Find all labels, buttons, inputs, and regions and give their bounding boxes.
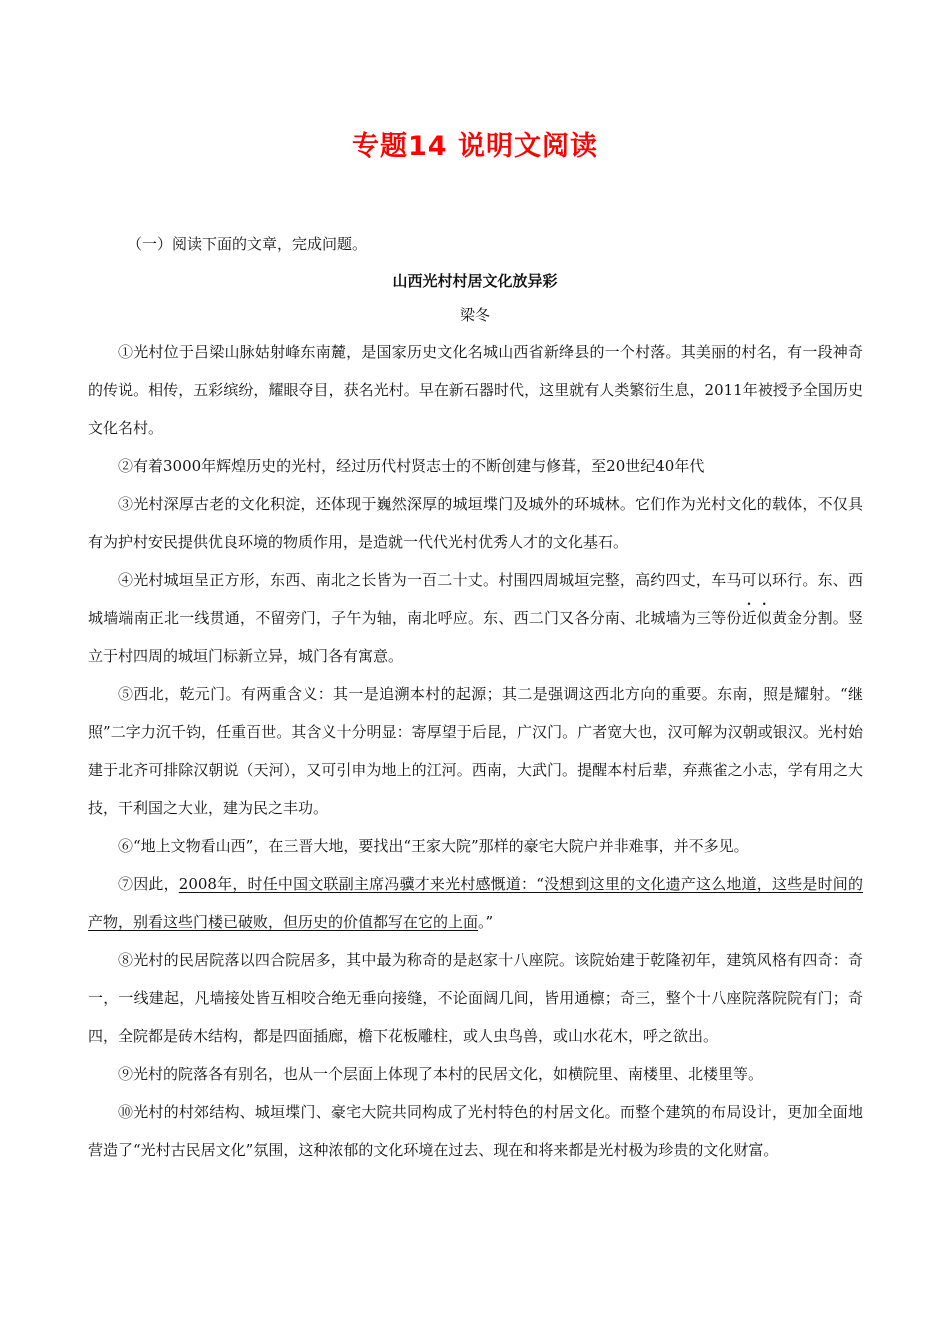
paragraph-4-text-after: 黄金分割。竖立于村四周的城垣门标新立异，城门各有寓意。 bbox=[88, 609, 863, 665]
paragraph-4 bbox=[88, 561, 863, 675]
page-title: 专题14 说明文阅读 bbox=[352, 131, 598, 162]
paragraph-6: ⑥“地上文物看山西”，在三晋大地，要找出“王家大院”那样的豪宅大院户并非难事，并不多见。 bbox=[118, 837, 749, 855]
paragraph-7 bbox=[88, 865, 863, 941]
paragraph-8: ⑧光村的民居院落以四合院居多，其中最为称奇的是赵家十八座院。该院始建于乾隆初年，建筑风格有四奇：奇一，一线建起，凡墙接处皆互相咬合绝无垂向接缝，不论面阔几间，皆用通檩；奇三，整个十八座院落院院有门；奇四，全院都是砖木结构，都是四面插廊，檐下花板雕柱，或人虫鸟兽，或山水花木，呼之欲出。 bbox=[88, 951, 863, 1045]
section-intro: （一）阅读下面的文章，完成问题。 bbox=[127, 235, 368, 253]
article-title: 山西光村村居文化放异彩 bbox=[392, 272, 558, 290]
emphasis-dotted-text: 近似 bbox=[741, 609, 772, 627]
article-body bbox=[88, 333, 863, 1169]
paragraph-1: ①光村位于吕梁山脉姑射峰东南麓，是国家历史文化名城山西省新绛县的一个村落。其美丽的村名，有一段神奇的传说。相传，五彩缤纷，耀眼夺目，获名光村。早在新石器时代，这里就有人类繁衍生息，2011年被授予全国历史文化名村。 bbox=[88, 343, 863, 437]
paragraph-3: ③光村深厚古老的文化积淀，还体现于巍然深厚的城垣堞门及城外的环城林。它们作为光村文化的载体，不仅具有为护村安民提供优良环境的物质作用，是造就一代代光村优秀人才的文化基石。 bbox=[88, 495, 863, 551]
underlined-quote: 2008年，时任中国文联副主席冯骥才来光村感慨道：“没想到这里的文化遗产这么地道，这些是时间的产物，别看这些门楼已破败，但历史的价值都写在它的上面 bbox=[88, 875, 863, 931]
paragraph-7-text-before: ⑦因此， bbox=[118, 875, 179, 893]
paragraph-5: ⑤西北，乾元门。有两重含义：其一是追溯本村的起源；其二是强调这西北方向的重要。东南，照是耀射。“继照”二字力沉千钧，任重百世。其含义十分明显：寄厚望于后昆，广汉门。广者宽大也，汉可解为汉朝或银汉。光村始建于北齐可排除汉朝说（天河），又可引申为地上的江河。西南，大武门。提醒本村后辈，弃燕雀之小志，学有用之大技，干利国之大业，建为民之丰功。 bbox=[88, 685, 863, 817]
paragraph-2: ②有着3000年辉煌历史的光村，经过历代村贤志士的不断创建与修葺，至20世纪40年代 bbox=[118, 457, 705, 475]
paragraph-4-text-before: ④光村城垣呈正方形，东西、南北之长皆为一百二十丈。村围四周城垣完整，高约四丈，车马可以环行。东、西城墙端南正北一线贯通，不留旁门，子午为轴，南北呼应。东、西二门又各分南、北城墙为三等份 bbox=[88, 571, 863, 627]
paragraph-10: ⑩光村的村郊结构、城垣堞门、豪宅大院共同构成了光村特色的村居文化。而整个建筑的布局设计，更加全面地营造了“光村古民居文化”氛围，这种浓郁的文化环境在过去、现在和将来都是光村极为珍贵的文化财富。 bbox=[88, 1103, 863, 1159]
paragraph-9: ⑨光村的院落各有别名，也从一个层面上体现了本村的民居文化，如横院里、南楼里、北楼里等。 bbox=[118, 1065, 764, 1083]
paragraph-7-text-after: 。” bbox=[478, 913, 494, 931]
article-author: 梁冬 bbox=[459, 306, 490, 324]
